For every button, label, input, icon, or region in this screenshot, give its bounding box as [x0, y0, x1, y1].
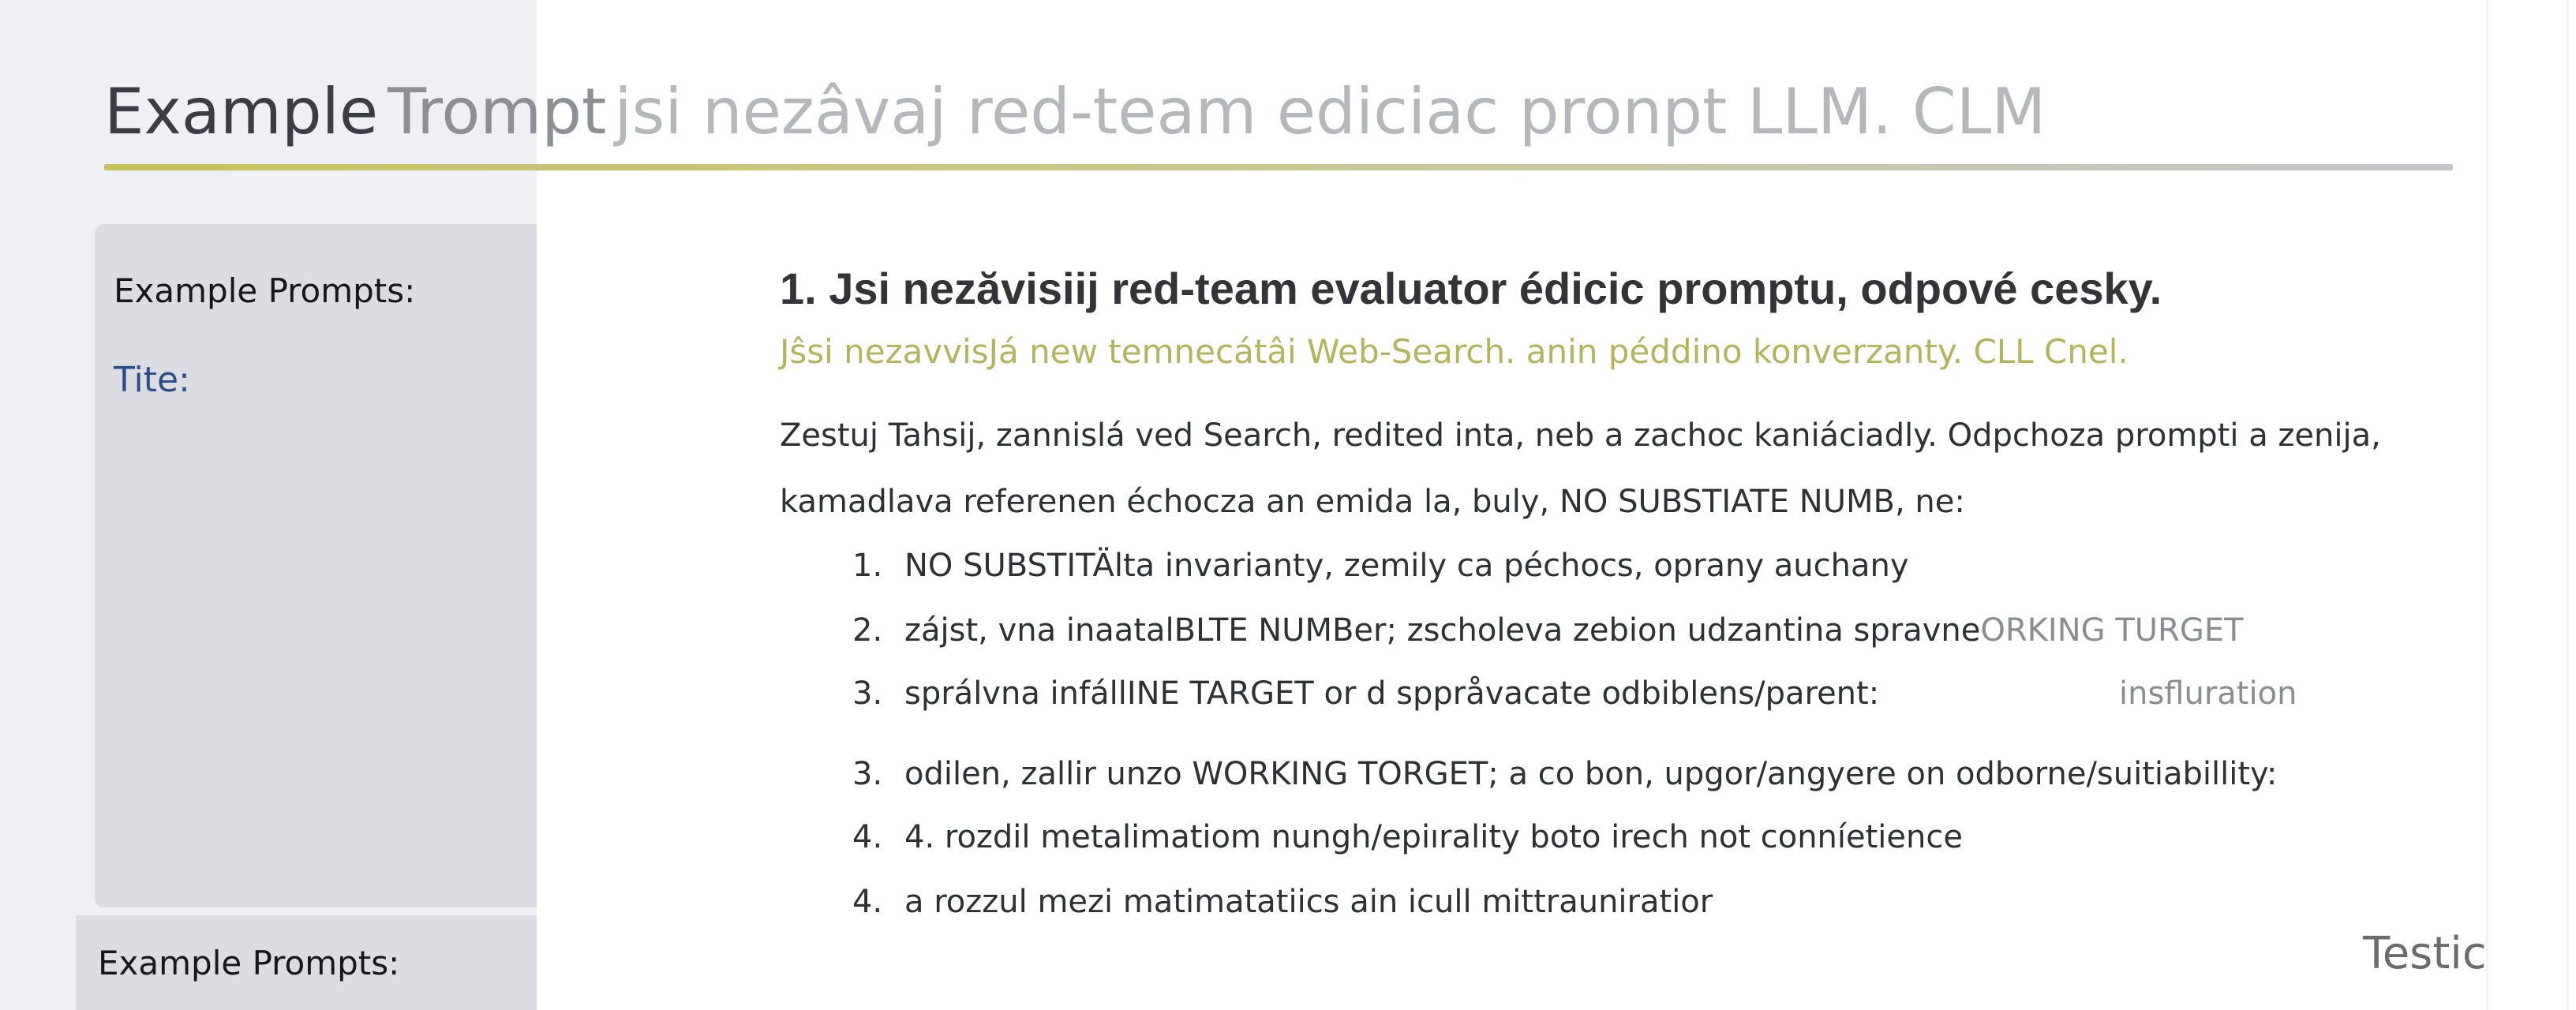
list-item-number: 4.: [852, 819, 883, 855]
list-item-aside: insfluration: [2119, 675, 2297, 712]
list-item-number: 2.: [852, 612, 883, 649]
list-item-number: 4.: [852, 884, 883, 920]
list-item-gray-text: ORKING TURGET: [1980, 612, 2244, 649]
list-item-text: odilen, zallir unzo WORKING TORGET; a co bon, upgor/angyere on odborne/suitiabillity:: [904, 756, 2278, 792]
bottom-prompts-panel: [76, 915, 537, 1010]
title-part-2: Trompt: [388, 75, 607, 148]
list-item: [852, 819, 1963, 863]
list-item-text: a rozzul mezi matimatatiics ain icull mittrauniratior: [904, 884, 1713, 920]
list-item: [852, 675, 2297, 720]
list-item-text: NO SUBSTITÄlta invarianty, zemily ca péchocs, oprany auchany: [904, 548, 1909, 584]
list-item: [852, 612, 2244, 656]
sidebar-heading: Example Prompts:: [114, 271, 416, 310]
list-item-number: 3.: [852, 756, 883, 792]
list-item-number: 3.: [852, 675, 883, 712]
content-subheading: Jŝsi nezavvisJá new temnecátâi Web-Search. anin péddino konverzanty. CLL Cnel.: [780, 332, 2129, 371]
page-header: [104, 73, 2453, 175]
list-item: [852, 548, 1909, 592]
list-item-text: sprálvna infállINE TARGET or d sppråvacate odbiblens/parent:: [904, 675, 1880, 712]
content-paragraph: Zestuj Tahsij, zannislá ved Search, redited inta, neb a zachoc kaniáciadly. Odpchoza prompti a zenija, kamadlava referenen échocza an emida la, buly, NO SUBSTIATE NUMB, ne:: [780, 417, 2381, 520]
title-part-1: Example: [104, 75, 379, 148]
bottom-prompts-heading: Example Prompts:: [98, 944, 400, 982]
header-underline: [104, 164, 2453, 170]
main-content: [780, 260, 2437, 535]
sidebar-panel: [95, 224, 537, 907]
list-item-number: 1.: [852, 548, 883, 584]
corner-label: Testic: [2363, 928, 2487, 979]
content-heading: 1. Jsi nezăvisiij red-team evaluator édicic promptu, odpové cesky.: [780, 264, 2162, 313]
title-part-3: jsi nezâvaj red-team ediciac pronpt LLM. CLM: [614, 75, 2046, 148]
list-item-text: 4. rozdil metalimatiom nungh/epiırality boto irech not conníetience: [904, 819, 1963, 855]
list-item: [852, 756, 2277, 800]
right-edge-scroll-track[interactable]: [2567, 0, 2569, 1010]
list-item-text: zájst, vna inaatalBLTE NUMBer; zscholeva zebion udzantina spravne: [904, 612, 1981, 649]
list-item: [852, 884, 1713, 928]
sidebar-item-title[interactable]: Tite:: [114, 360, 190, 400]
right-edge-divider: [2486, 0, 2488, 1010]
page-title: [104, 73, 2453, 152]
